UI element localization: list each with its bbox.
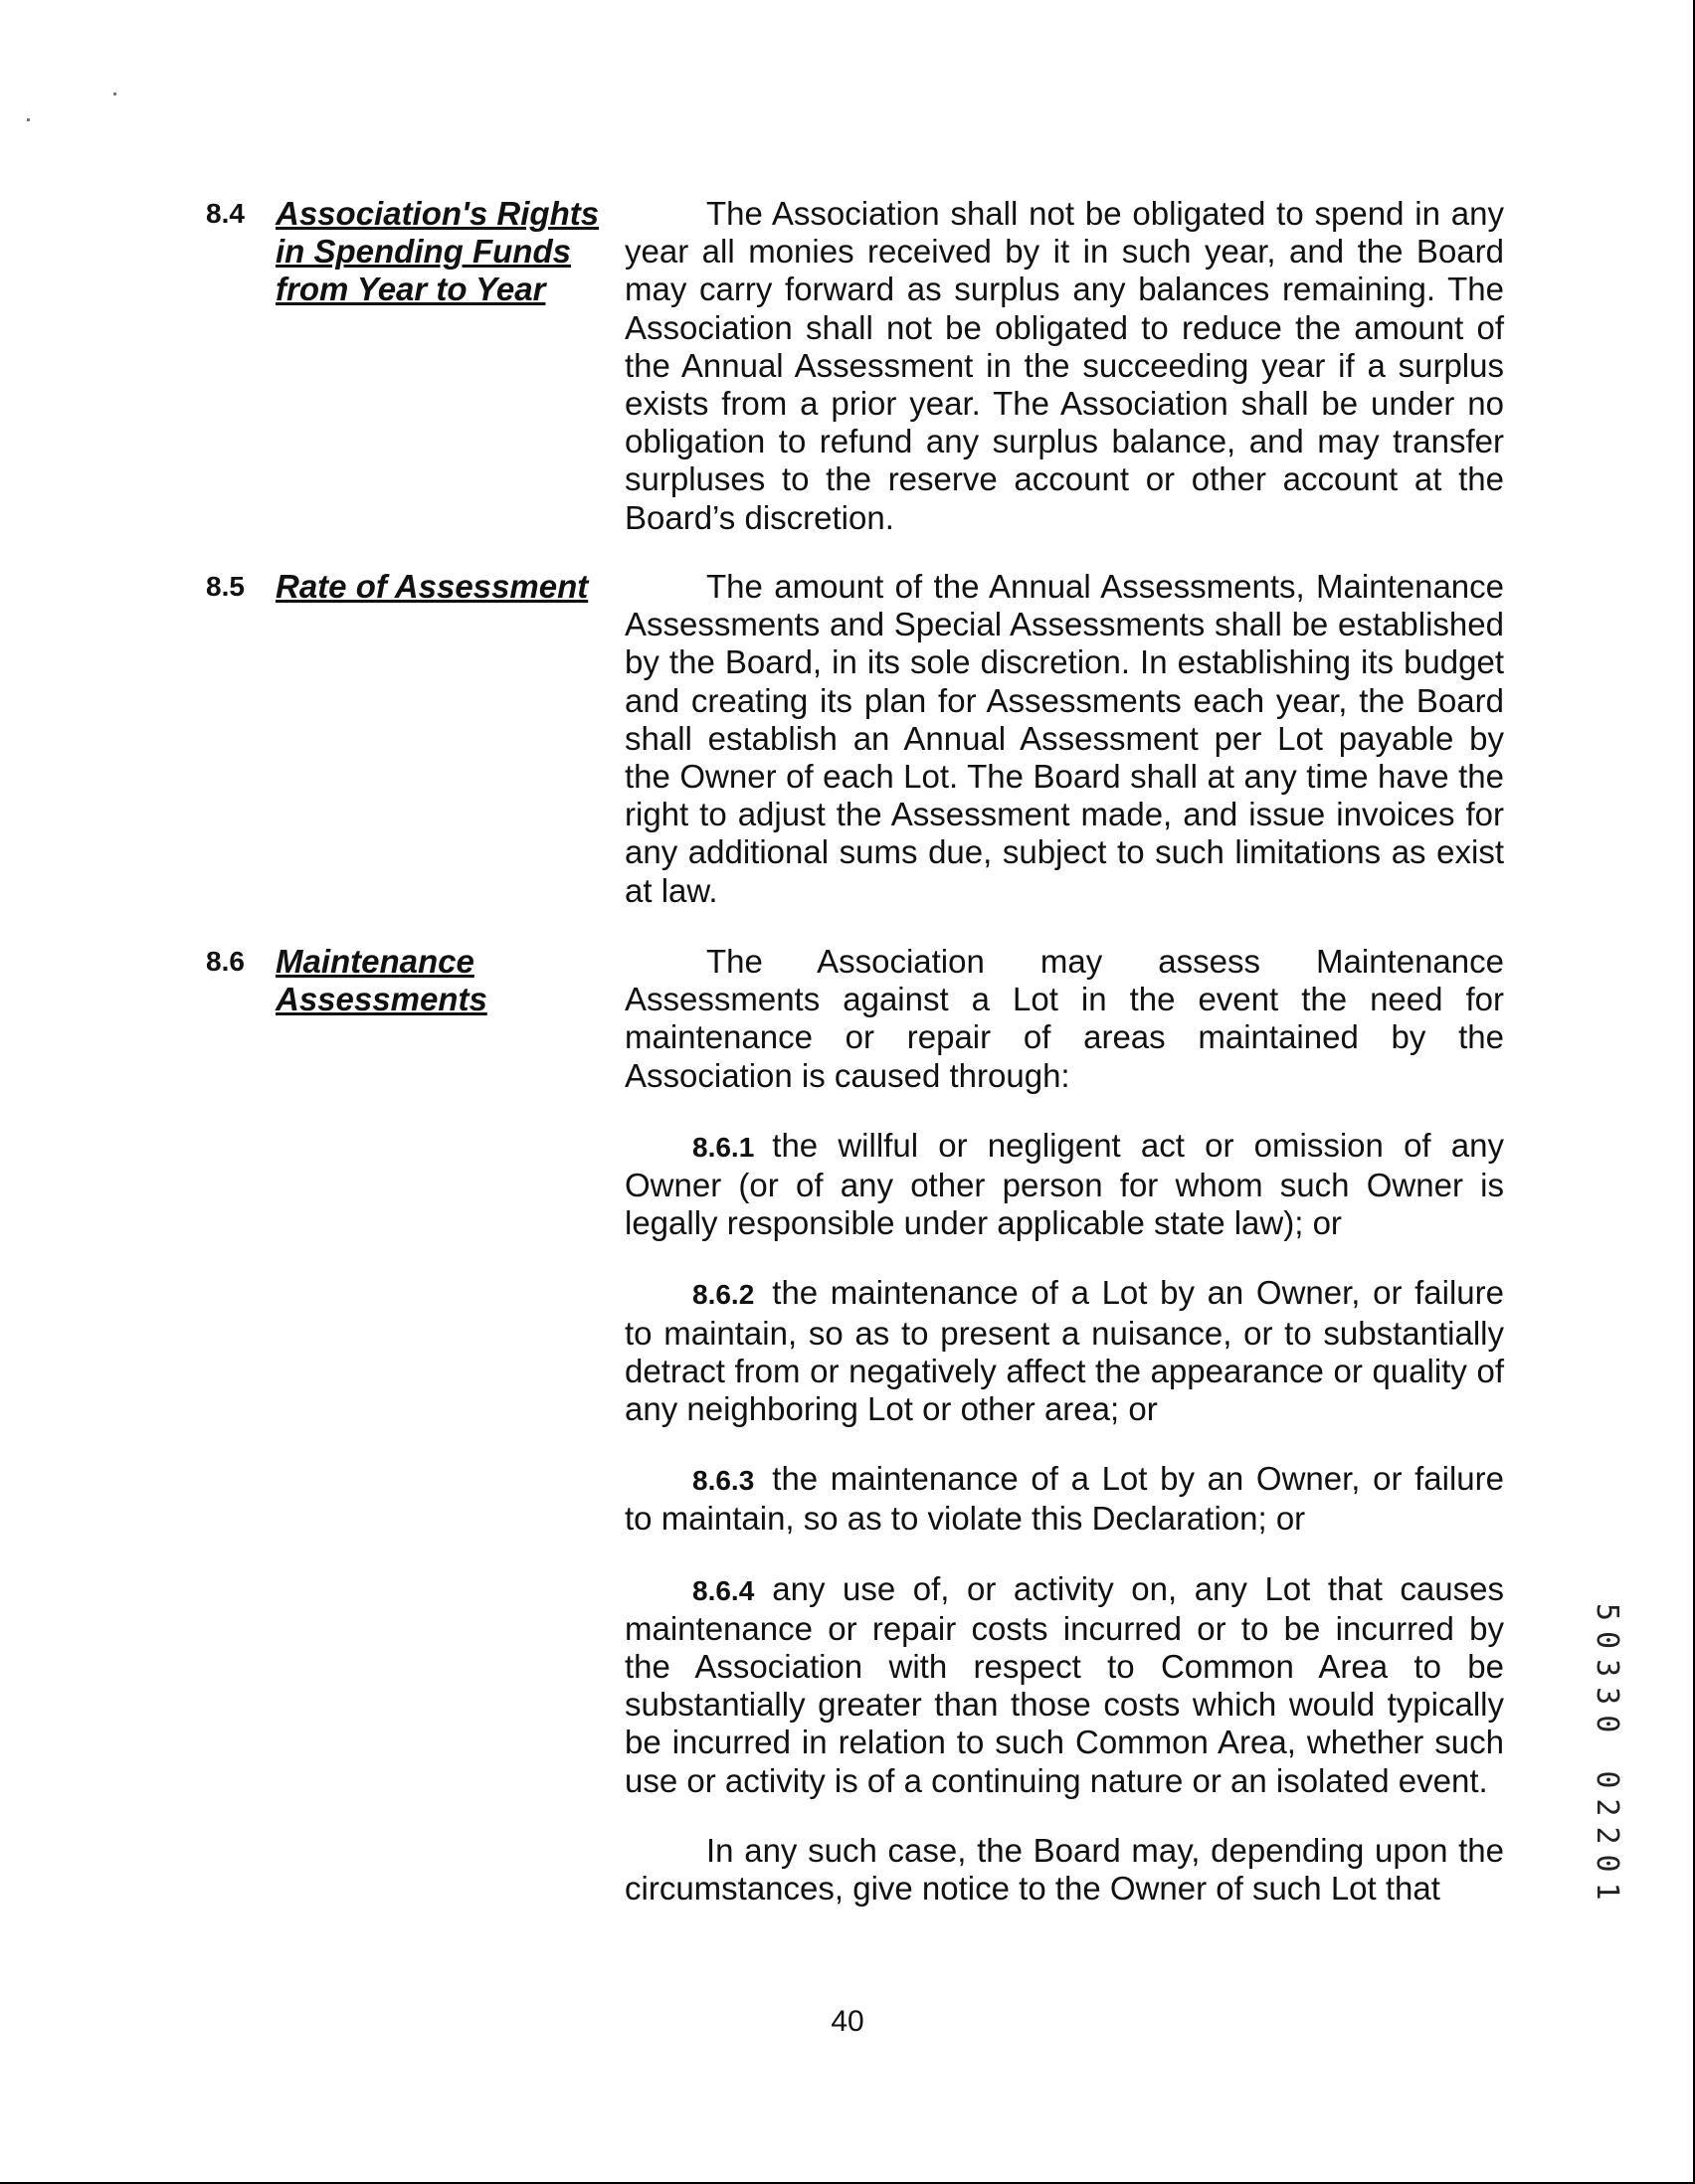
section-number: 8.4 [206,198,245,229]
subsection-8-6-1 [625,1127,1504,1243]
subsection-number: 8.6.3 [692,1465,755,1497]
subsection-text: any use of, or activity on, any Lot that causes maintenance or repair costs incurred or to be incurred by the Association with respect to Common Area to be substantially greater than those costs which would typically be incurred in relation to such Common Area, whether such use or activity is of a continuing nature or an isolated event. [625,1569,1504,1799]
paragraph: The amount of the Annual Assessments, Maintenance Assessments and Special Assessments shall be established by the Board, in its sole discretion. In establishing its budget and creating its plan for Assessments each year, the Board shall establish an Annual Assessment per Lot payable by the Owner of each Lot. The Board shall at any time have the right to adjust the Assessment made, and issue invoices for any additional sums due, subject to such limitations as exist at law. [625,568,1504,909]
section-body [625,195,1504,569]
section-number: 8.6 [206,946,245,977]
intro-paragraph: The Association may assess Maintenance Assessments against a Lot in the event the need for maintenance or repair of areas maintained by the Association is caused through: [625,943,1504,1094]
paragraph: The Association shall not be obligated to spend in any year all monies received by it in such year, and the Board may carry forward as surplus any balances remaining. The Association shall not be obligated to reduce the amount of the Annual Assessment in the succeeding year if a surplus exists from a prior year. The Association shall be under no obligation to refund any surplus balance, and may transfer surpluses to the reserve account or other account at the Board’s discretion. [625,195,1504,536]
subsection-8-6-2 [625,1274,1504,1428]
section-body [625,943,1504,1939]
section-number: 8.5 [206,571,245,602]
subsection-text: the willful or negligent act or omission of any Owner (or of any other person for whom such Owner is legally responsible under applicable state law); or [625,1126,1504,1242]
section-title: Maintenance Assessments [276,943,487,1017]
subsection-number: 8.6.2 [692,1279,755,1311]
section-body [625,568,1504,942]
subsection-number: 8.6.4 [692,1574,755,1606]
subsection-number: 8.6.1 [692,1131,755,1163]
closing-paragraph: In any such case, the Board may, depending upon the circumstances, give notice to the Owner of such Lot that [625,1831,1504,1908]
section-title: Rate of Assessment [276,568,589,605]
subsection-text: the maintenance of a Lot by an Owner, or failure to maintain, so as to violate this Declaration; or [625,1460,1504,1538]
subsection-8-6-4 [625,1570,1504,1800]
subsection-text: the maintenance of a Lot by an Owner, or failure to maintain, so as to present a nuisance, or to substantially detract from or negatively affect the appearance or quality of any neighboring Lot or other area; or [625,1274,1504,1428]
subsection-8-6-3 [625,1460,1504,1538]
page-number: 40 [831,2005,864,2038]
section-title: Association's Rights in Spending Funds from Year to Year [276,195,600,307]
scan-speck [113,92,116,95]
document-stamp: 50330 02201 [1590,1603,1624,1911]
scan-speck [27,118,30,121]
